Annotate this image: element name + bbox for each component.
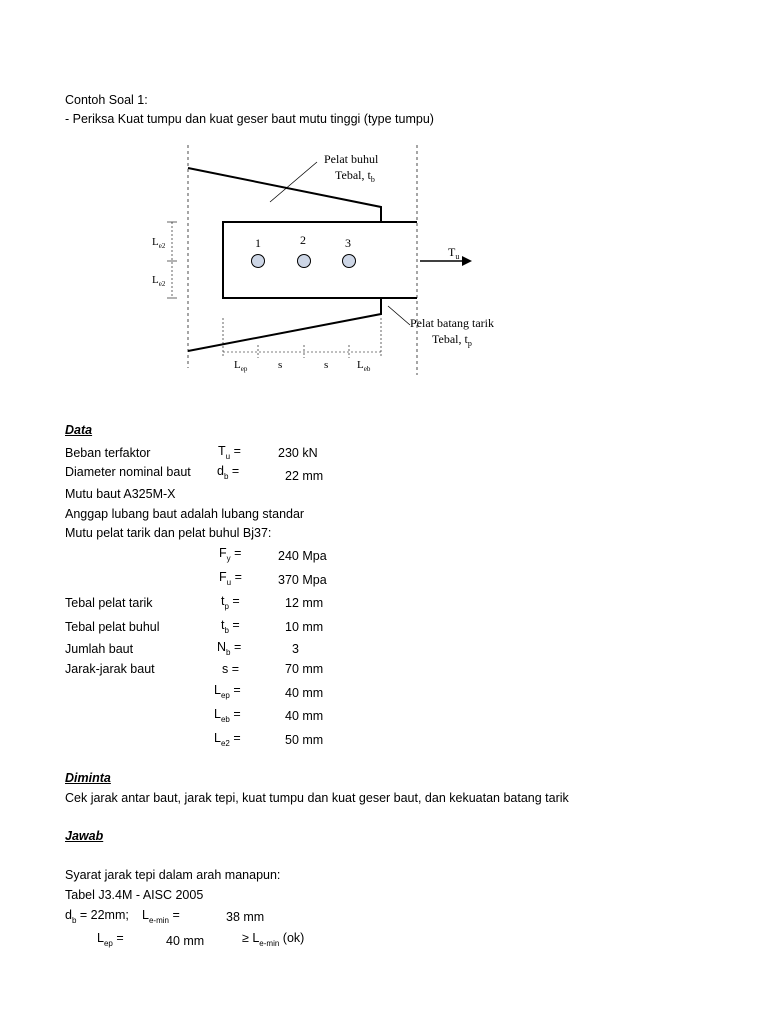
- label-pelat-buhul: Pelat buhul: [324, 152, 379, 166]
- data-heading: Data: [65, 423, 93, 437]
- nb-symbol: Nb =: [217, 640, 242, 657]
- tb-label: Tebal pelat buhul: [65, 620, 160, 634]
- le2-symbol: Le2 =: [214, 731, 241, 748]
- mutu-pelat: Mutu pelat tarik dan pelat buhul Bj37:: [65, 526, 272, 540]
- beban-label: Beban terfaktor: [65, 446, 151, 460]
- mutu-baut: Mutu baut A325M-X: [65, 487, 176, 501]
- lep-check-symbol: Lep =: [97, 931, 124, 948]
- fy-value: 240 Mpa: [278, 549, 327, 563]
- bolt-1: [252, 255, 265, 268]
- label-tebal-batang: Tebal, $t_p$: [432, 332, 472, 348]
- bolt-2: [298, 255, 311, 268]
- nb-label: Jumlah baut: [65, 642, 134, 656]
- tabel-ref: Tabel J3.4M - AISC 2005: [65, 888, 204, 902]
- leb-value: 40 mm: [285, 709, 324, 723]
- callout-buhul: [270, 162, 317, 202]
- force-arrow-head: [462, 256, 472, 266]
- dim-leb-label: $L_{eb}$: [357, 359, 371, 373]
- bolt-1-label: 1: [255, 236, 261, 250]
- callout-batang: [388, 306, 410, 325]
- db-value: 22 mm: [285, 469, 324, 483]
- lep-check-value: 40 mm: [166, 934, 205, 948]
- nb-value: 3: [292, 642, 299, 656]
- label-pelat-batang: Pelat batang tarik: [410, 316, 494, 330]
- s-symbol: s =: [222, 662, 240, 676]
- syarat-text: Syarat jarak tepi dalam arah manapun:: [65, 868, 281, 882]
- bolt-2-label: 2: [300, 233, 306, 247]
- bolt-3: [343, 255, 356, 268]
- dim-le2-top-label: $L_{e2}$: [152, 236, 166, 250]
- anggap-lubang: Anggap lubang baut adalah lubang standar: [65, 507, 305, 521]
- tb-symbol: tb =: [221, 618, 240, 635]
- lep-symbol: Lep =: [214, 683, 241, 700]
- lep-value: 40 mm: [285, 686, 324, 700]
- db-line: db = 22mm;: [65, 908, 129, 925]
- diameter-label: Diameter nominal baut: [65, 465, 191, 479]
- fu-symbol: Fu =: [219, 570, 242, 587]
- tp-symbol: tp =: [221, 594, 240, 611]
- dim-le2-bottom-label: $L_{e2}$: [152, 274, 166, 288]
- label-tebal-buhul: Tebal, $t_b$: [335, 168, 375, 184]
- db-symbol: db =: [217, 464, 240, 481]
- diminta-heading: Diminta: [65, 771, 111, 785]
- gusset-plate-bottom: [188, 298, 381, 351]
- task-statement: - Periksa Kuat tumpu dan kuat geser baut mutu tinggi (type tumpu): [65, 112, 434, 126]
- s-label: Jarak-jarak baut: [65, 662, 155, 676]
- le2-value: 50 mm: [285, 733, 324, 747]
- tu-value: 230 kN: [278, 446, 318, 460]
- lemin-value: 38 mm: [226, 910, 265, 924]
- bolt-3-label: 3: [345, 236, 351, 250]
- lemin-symbol: Le-min =: [142, 908, 180, 925]
- s-value: 70 mm: [285, 662, 324, 676]
- dim-s1-label: s: [278, 359, 283, 371]
- tb-value: 10 mm: [285, 620, 324, 634]
- lep-check-result: ≥ Le-min (ok): [242, 931, 305, 948]
- fu-value: 370 Mpa: [278, 573, 327, 587]
- tp-value: 12 mm: [285, 596, 324, 610]
- diminta-text: Cek jarak antar baut, jarak tepi, kuat tumpu dan kuat geser baut, dan kekuatan batang tarik: [65, 791, 569, 805]
- page-title: Contoh Soal 1:: [65, 93, 148, 107]
- tp-label: Tebal pelat tarik: [65, 596, 153, 610]
- leb-symbol: Leb =: [214, 707, 241, 724]
- dim-s2-label: s: [324, 359, 329, 371]
- jawab-heading: Jawab: [65, 829, 104, 843]
- connection-diagram: [152, 140, 510, 380]
- tu-symbol: Tu =: [218, 444, 241, 461]
- fy-symbol: Fy =: [219, 546, 242, 563]
- force-label: $T_u$: [448, 245, 460, 261]
- dim-lep-label: $L_{ep}$: [234, 359, 248, 373]
